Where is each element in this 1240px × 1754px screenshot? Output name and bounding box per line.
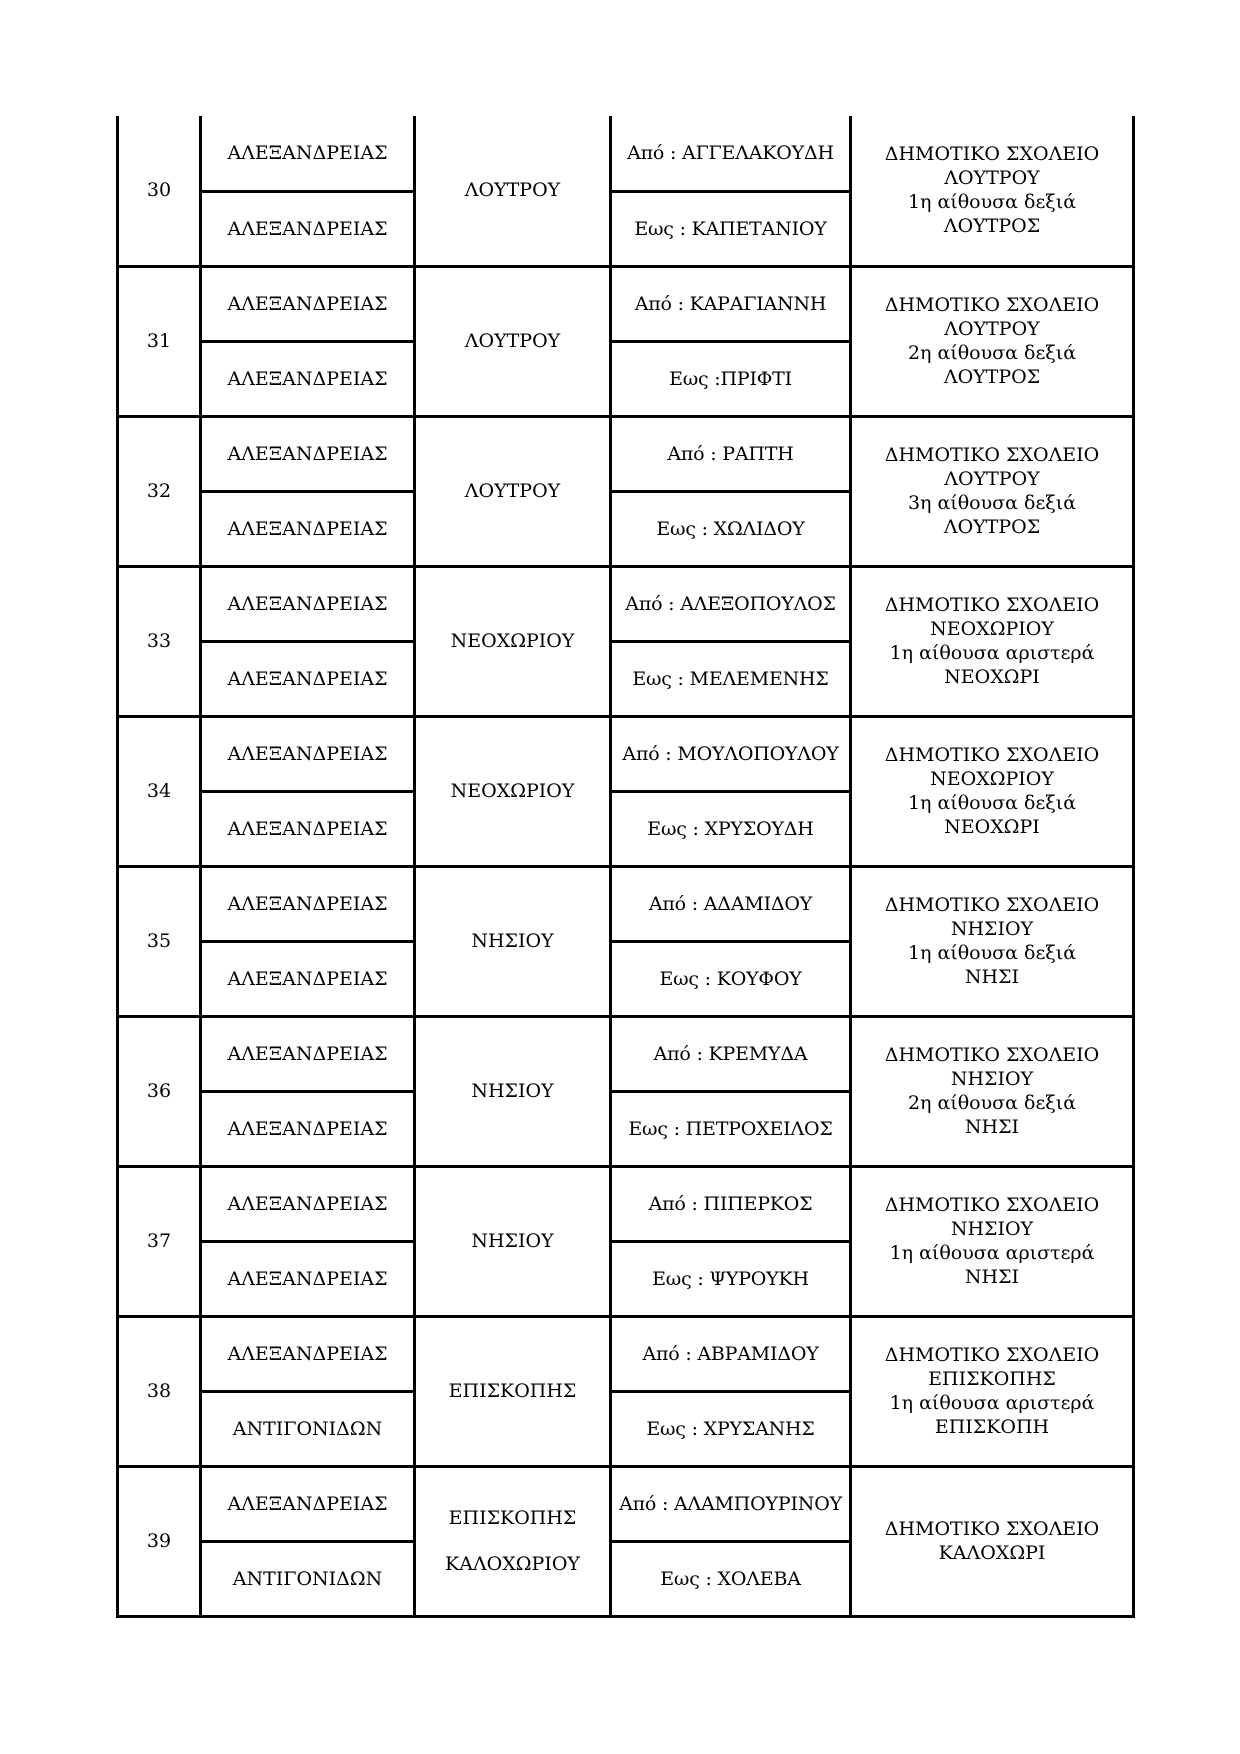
community-name: ΕΠΙΣΚΟΠΗΣ xyxy=(448,1380,577,1402)
station-number: 33 xyxy=(118,566,201,716)
table-body xyxy=(118,116,1134,1616)
station-number: 35 xyxy=(118,866,201,1016)
table-row xyxy=(118,1166,1134,1241)
municipality-cell: ΑΛΕΞΑΝΔΡΕΙΑΣ xyxy=(201,1466,415,1541)
municipality-cell: ΑΛΕΞΑΝΔΡΕΙΑΣ xyxy=(201,791,415,866)
location-cell xyxy=(851,1166,1134,1316)
range-from-cell: Από : ΠΙΠΕΡΚΟΣ xyxy=(611,1166,851,1241)
table-row xyxy=(118,416,1134,491)
range-to-cell: Εως : ΧΟΛΕΒΑ xyxy=(611,1541,851,1616)
location-line: 1η αίθουσα δεξιά xyxy=(907,792,1077,814)
location-line: ΝΕΟΧΩΡΙΟΥ xyxy=(930,768,1054,790)
community-name: ΝΕΟΧΩΡΙΟΥ xyxy=(450,780,575,802)
location-line: 1η αίθουσα αριστερά xyxy=(889,1392,1095,1414)
municipality-cell: ΑΛΕΞΑΝΔΡΕΙΑΣ xyxy=(201,716,415,791)
range-from-cell: Από : ΚΡΕΜΥΔΑ xyxy=(611,1016,851,1091)
community-cell xyxy=(415,566,611,716)
location-line: ΝΗΣΙ xyxy=(964,1116,1020,1138)
municipality-cell: ΑΛΕΞΑΝΔΡΕΙΑΣ xyxy=(201,191,415,266)
municipality-cell: ΑΛΕΞΑΝΔΡΕΙΑΣ xyxy=(201,266,415,341)
location-line: 2η αίθουσα δεξιά xyxy=(907,342,1077,364)
station-number: 39 xyxy=(118,1466,201,1616)
station-number: 36 xyxy=(118,1016,201,1166)
community-cell xyxy=(415,116,611,266)
community-name: ΝΗΣΙΟΥ xyxy=(471,1230,554,1252)
location-line: ΛΟΥΤΡΟΣ xyxy=(943,215,1041,238)
station-number: 31 xyxy=(118,266,201,416)
location-line: ΔΗΜΟΤΙΚΟ ΣΧΟΛΕΙΟ xyxy=(884,1194,1100,1216)
location-line: ΝΗΣΙ xyxy=(964,1266,1020,1288)
municipality-cell: ΑΛΕΞΑΝΔΡΕΙΑΣ xyxy=(201,491,415,566)
location-cell xyxy=(851,566,1134,716)
station-number: 34 xyxy=(118,716,201,866)
community-cell xyxy=(415,1316,611,1466)
community-name: ΕΠΙΣΚΟΠΗΣ xyxy=(448,1507,577,1529)
station-number: 37 xyxy=(118,1166,201,1316)
range-to-cell: Εως : ΚΑΠΕΤΑΝΙΟΥ xyxy=(611,191,851,266)
community-name: ΛΟΥΤΡΟΥ xyxy=(464,330,561,352)
municipality-cell: ΑΛΕΞΑΝΔΡΕΙΑΣ xyxy=(201,641,415,716)
municipality-cell: ΑΛΕΞΑΝΔΡΕΙΑΣ xyxy=(201,1241,415,1316)
municipality-cell: ΑΝΤΙΓΟΝΙΔΩΝ xyxy=(201,1391,415,1466)
location-line: ΔΗΜΟΤΙΚΟ ΣΧΟΛΕΙΟ xyxy=(884,894,1100,916)
municipality-cell: ΑΛΕΞΑΝΔΡΕΙΑΣ xyxy=(201,116,415,191)
table-row xyxy=(118,1016,1134,1091)
station-number: 32 xyxy=(118,416,201,566)
range-to-cell: Εως : ΠΕΤΡΟΧΕΙΛΟΣ xyxy=(611,1091,851,1166)
range-from-cell: Από : ΑΔΑΜΙΔΟΥ xyxy=(611,866,851,941)
location-line: ΔΗΜΟΤΙΚΟ ΣΧΟΛΕΙΟ xyxy=(884,1518,1100,1540)
municipality-cell: ΑΛΕΞΑΝΔΡΕΙΑΣ xyxy=(201,1016,415,1091)
location-cell xyxy=(851,1466,1134,1616)
location-line: ΝΗΣΙ xyxy=(964,966,1020,988)
table-row xyxy=(118,1316,1134,1391)
range-from-cell: Από : ΑΛΑΜΠΟΥΡΙΝΟΥ xyxy=(611,1466,851,1541)
community-cell xyxy=(415,416,611,566)
range-from-cell: Από : ΑΓΓΕΛΑΚΟΥΔΗ xyxy=(611,116,851,191)
community-name: ΛΟΥΤΡΟΥ xyxy=(464,179,561,202)
range-to-cell: Εως :ΠΡΙΦΤΙ xyxy=(611,341,851,416)
location-cell xyxy=(851,1316,1134,1466)
municipality-cell: ΑΛΕΞΑΝΔΡΕΙΑΣ xyxy=(201,941,415,1016)
range-from-cell: Από : ΜΟΥΛΟΠΟΥΛΟΥ xyxy=(611,716,851,791)
range-to-cell: Εως : ΚΟΥΦΟΥ xyxy=(611,941,851,1016)
location-line: ΔΗΜΟΤΙΚΟ ΣΧΟΛΕΙΟ xyxy=(884,1044,1100,1066)
location-line: ΕΠΙΣΚΟΠΗ xyxy=(934,1416,1050,1438)
range-to-cell: Εως : ΨΥΡΟΥΚΗ xyxy=(611,1241,851,1316)
community-cell xyxy=(415,1466,611,1616)
polling-stations-table xyxy=(116,116,1135,1618)
range-to-cell: Εως : ΧΡΥΣΑΝΗΣ xyxy=(611,1391,851,1466)
location-cell xyxy=(851,1016,1134,1166)
range-from-cell: Από : ΡΑΠΤΗ xyxy=(611,416,851,491)
range-to-cell: Εως : ΧΡΥΣΟΥΔΗ xyxy=(611,791,851,866)
location-line: ΔΗΜΟΤΙΚΟ ΣΧΟΛΕΙΟ xyxy=(884,744,1100,766)
location-line: ΔΗΜΟΤΙΚΟ ΣΧΟΛΕΙΟ xyxy=(884,594,1100,616)
municipality-cell: ΑΛΕΞΑΝΔΡΕΙΑΣ xyxy=(201,1316,415,1391)
location-cell xyxy=(851,866,1134,1016)
municipality-cell: ΑΛΕΞΑΝΔΡΕΙΑΣ xyxy=(201,1091,415,1166)
table-row xyxy=(118,1466,1134,1541)
location-line: ΔΗΜΟΤΙΚΟ ΣΧΟΛΕΙΟ xyxy=(884,1344,1100,1366)
municipality-cell: ΑΛΕΞΑΝΔΡΕΙΑΣ xyxy=(201,416,415,491)
community-cell xyxy=(415,716,611,866)
location-line: 1η αίθουσα δεξιά xyxy=(907,191,1077,214)
location-line: ΚΑΛΟΧΩΡΙ xyxy=(938,1542,1046,1564)
location-line: ΛΟΥΤΡΟΥ xyxy=(944,318,1040,340)
table-row xyxy=(118,116,1134,191)
location-line: 1η αίθουσα αριστερά xyxy=(889,642,1095,664)
range-from-cell: Από : ΑΛΕΞΟΠΟΥΛΟΣ xyxy=(611,566,851,641)
location-line: ΛΟΥΤΡΟΣ xyxy=(943,366,1041,388)
location-line: ΛΟΥΤΡΟΥ xyxy=(944,167,1040,190)
location-line: ΛΟΥΤΡΟΥ xyxy=(944,468,1040,490)
location-line: ΝΕΟΧΩΡΙΟΥ xyxy=(930,618,1054,640)
table-row xyxy=(118,266,1134,341)
range-to-cell: Εως : ΧΩΛΙΔΟΥ xyxy=(611,491,851,566)
location-line: ΝΗΣΙΟΥ xyxy=(950,918,1034,940)
location-line: ΝΕΟΧΩΡΙ xyxy=(944,816,1040,838)
location-cell xyxy=(851,266,1134,416)
location-line: 1η αίθουσα αριστερά xyxy=(889,1242,1095,1264)
community-name: ΝΗΣΙΟΥ xyxy=(471,930,554,952)
station-number: 38 xyxy=(118,1316,201,1466)
location-cell xyxy=(851,716,1134,866)
community-name: ΝΕΟΧΩΡΙΟΥ xyxy=(450,630,575,652)
table-row xyxy=(118,716,1134,791)
range-from-cell: Από : ΚΑΡΑΓΙΑΝΝΗ xyxy=(611,266,851,341)
municipality-cell: ΑΛΕΞΑΝΔΡΕΙΑΣ xyxy=(201,866,415,941)
range-to-cell: Εως : ΜΕΛΕΜΕΝΗΣ xyxy=(611,641,851,716)
table-row xyxy=(118,866,1134,941)
municipality-cell: ΑΛΕΞΑΝΔΡΕΙΑΣ xyxy=(201,341,415,416)
location-line: ΝΗΣΙΟΥ xyxy=(950,1218,1034,1240)
municipality-cell: ΑΛΕΞΑΝΔΡΕΙΑΣ xyxy=(201,1166,415,1241)
location-line: 2η αίθουσα δεξιά xyxy=(907,1092,1077,1114)
location-cell xyxy=(851,416,1134,566)
community-name: ΛΟΥΤΡΟΥ xyxy=(464,480,561,502)
location-line: ΔΗΜΟΤΙΚΟ ΣΧΟΛΕΙΟ xyxy=(884,444,1100,466)
location-line: 1η αίθουσα δεξιά xyxy=(907,942,1077,964)
range-from-cell: Από : ΑΒΡΑΜΙΔΟΥ xyxy=(611,1316,851,1391)
location-line: ΝΗΣΙΟΥ xyxy=(950,1068,1034,1090)
community-name: ΚΑΛΟΧΩΡΙΟΥ xyxy=(445,1553,580,1575)
community-cell xyxy=(415,1016,611,1166)
community-cell xyxy=(415,266,611,416)
location-line: 3η αίθουσα δεξιά xyxy=(907,492,1077,514)
community-cell xyxy=(415,1166,611,1316)
location-line: ΔΗΜΟΤΙΚΟ ΣΧΟΛΕΙΟ xyxy=(884,294,1100,316)
location-line: ΛΟΥΤΡΟΣ xyxy=(943,516,1041,538)
location-line: ΕΠΙΣΚΟΠΗΣ xyxy=(928,1368,1056,1390)
community-cell xyxy=(415,866,611,1016)
municipality-cell: ΑΛΕΞΑΝΔΡΕΙΑΣ xyxy=(201,566,415,641)
location-line: ΔΗΜΟΤΙΚΟ ΣΧΟΛΕΙΟ xyxy=(884,143,1100,166)
municipality-cell: ΑΝΤΙΓΟΝΙΔΩΝ xyxy=(201,1541,415,1616)
table-row xyxy=(118,566,1134,641)
location-line: ΝΕΟΧΩΡΙ xyxy=(944,666,1040,688)
station-number: 30 xyxy=(118,116,201,266)
location-cell xyxy=(851,116,1134,266)
community-name: ΝΗΣΙΟΥ xyxy=(471,1080,554,1102)
